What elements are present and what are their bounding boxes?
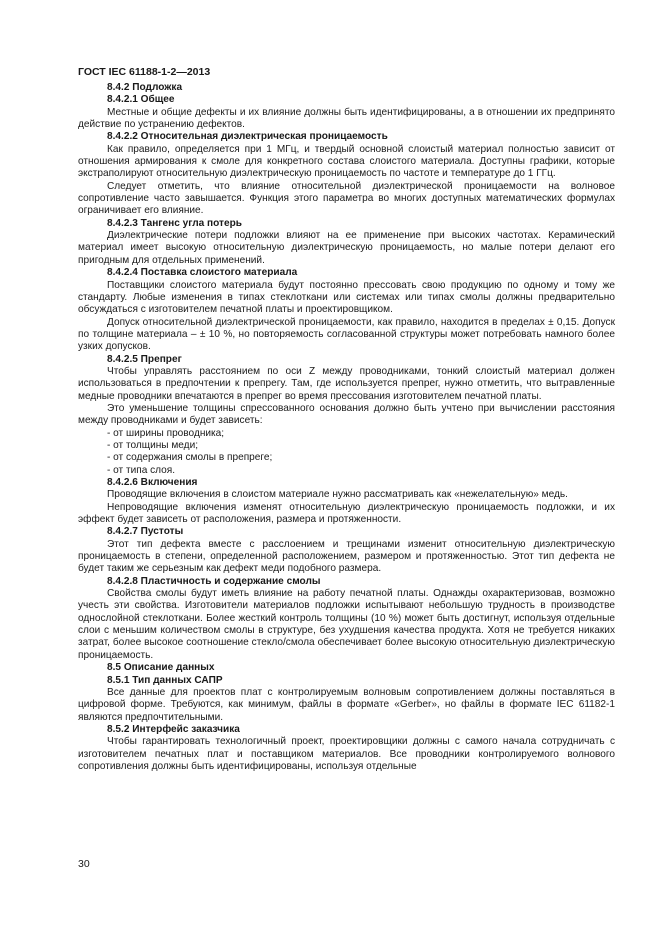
paragraph: Это уменьшение толщины спрессованного основания должно быть учтено при вычислении расстояния между проводниками и будет зависеть: bbox=[78, 402, 615, 427]
paragraph: Чтобы гарантировать технологичный проект, проектировщики должны с самого начала сотрудничать с изготовителем печатных плат и поставщиком материалов. Все проводники контролируемого волнового сопротивления должны быть идентифицированы, используя отдельные bbox=[78, 736, 615, 772]
section-heading: 8.4.2.7 Пустоты bbox=[107, 526, 184, 538]
section-heading: 8.4.2.8 Пластичность и содержание смолы bbox=[107, 575, 321, 587]
paragraph: Поставщики слоистого материала будут постоянно прессовать свою продукцию по одному и тому же стандарту. Любые изменения в типах стеклоткани или системах или типах смолы должны предварительно обсуждаться с изготовителем печатной платы и проектировщиком. bbox=[78, 279, 615, 316]
paragraph: Как правило, определяется при 1 МГц, и твердый основной слоистый материал полностью зависит от отношения армирования к смоле для конкретного состава слоистого материала. Доступны графики, которые экстраполируют относительную диэлектрическую проницаемость по частоте и температуре до 1 ГГц. bbox=[78, 143, 615, 180]
section-heading: 8.4.2.3 Тангенс угла потерь bbox=[107, 217, 242, 229]
section-heading: 8.4.2.2 Относительная диэлектрическая проницаемость bbox=[107, 131, 388, 143]
list-item: - от типа слоя. bbox=[107, 464, 176, 476]
section-heading: 8.4.2.1 Общее bbox=[107, 94, 175, 106]
list-item: - от толщины меди; bbox=[107, 439, 199, 451]
section-heading: 8.4.2.6 Включения bbox=[107, 477, 198, 488]
list-item: - от ширины проводника; bbox=[107, 427, 225, 439]
paragraph: Местные и общие дефекты и их влияние должны быть идентифицированы, а в отношении их предпринято действие по устранению дефектов. bbox=[78, 106, 615, 131]
paragraph: Допуск относительной диэлектрической проницаемости, как правило, находится в пределах ± 0,15. Допуск по толщине материала – ± 10 %, но повторяемость согласованной структуры может потребовать намного более узких допусков. bbox=[78, 316, 615, 353]
section-heading: 8.4.2.4 Поставка слоистого материала bbox=[107, 267, 298, 279]
paragraph: Свойства смолы будут иметь влияние на работу печатной платы. Однажды охарактеризовав, возможно учесть эти свойства. Изготовители материалов подложки испытывают небольшую трудность в производстве однослойной стеклоткани. Более жесткий контроль толщины (10 %) может быть достигнут, используя отдельные слои с меньшим количеством смолы в структуре, без ухудшения качества продукта. Хотя не требуется никаких затрат, более высокое соотношение стекло/смола обеспечивает более высокую относительную диэлектрическую проницаемость. bbox=[78, 588, 615, 661]
section-heading: 8.4.2.5 Препрег bbox=[107, 353, 182, 365]
section-heading: 8.4.2 Подложка bbox=[107, 82, 183, 93]
page-number: 30 bbox=[78, 858, 90, 870]
document-body bbox=[78, 82, 615, 773]
document-header: ГОСТ IEC 61188-1-2—2013 bbox=[78, 66, 211, 78]
paragraph: Следует отметить, что влияние относительной диэлектрической проницаемости на волновое сопротивление часто завышается. Функция этого параметра во многих доступных математических формулах ограничивает его влияние. bbox=[78, 180, 615, 217]
paragraph: Все данные для проектов плат с контролируемым волновым сопротивлением должны поставляться в цифровой форме. Требуются, как минимум, файлы в формате «Gerber», но файлы в формате IEC 61182-1 являются предпочтительными. bbox=[78, 686, 615, 723]
list-item: - от содержания смолы в препреге; bbox=[107, 452, 273, 464]
paragraph: Непроводящие включения изменят относительную диэлектрическую проницаемость подложки, и их эффект будет зависеть от расположения, размера и протяженности. bbox=[78, 501, 615, 526]
section-heading: 8.5.2 Интерфейс заказчика bbox=[107, 723, 240, 735]
paragraph: Проводящие включения в слоистом материале нужно рассматривать как «нежелательную» медь. bbox=[107, 489, 568, 501]
section-heading: 8.5.1 Тип данных САПР bbox=[107, 674, 223, 686]
section-heading: 8.5 Описание данных bbox=[107, 662, 215, 674]
paragraph: Этот тип дефекта вместе с расслоением и трещинами изменит относительную диэлектрическую проницаемость в степени, определенной расположением, размером и протяженностью. Этот тип дефекта не будет таким же серьезным как дефект меди подобного размера. bbox=[78, 538, 615, 575]
paragraph: Чтобы управлять расстоянием по оси Z между проводниками, тонкий слоистый материал должен использоваться в предпочтении к препрегу. Там, где используется препрег, нужно отметить, что вытравленные медные проводники впечатаются в препрег во время прессования изготовителем печатной платы. bbox=[78, 365, 615, 402]
paragraph: Диэлектрические потери подложки влияют на ее применение при высоких частотах. Керамический материал имеет высокую относительную диэлектрическую проницаемость, но малые потери делают его пригодным для отдельных применений. bbox=[78, 230, 615, 266]
